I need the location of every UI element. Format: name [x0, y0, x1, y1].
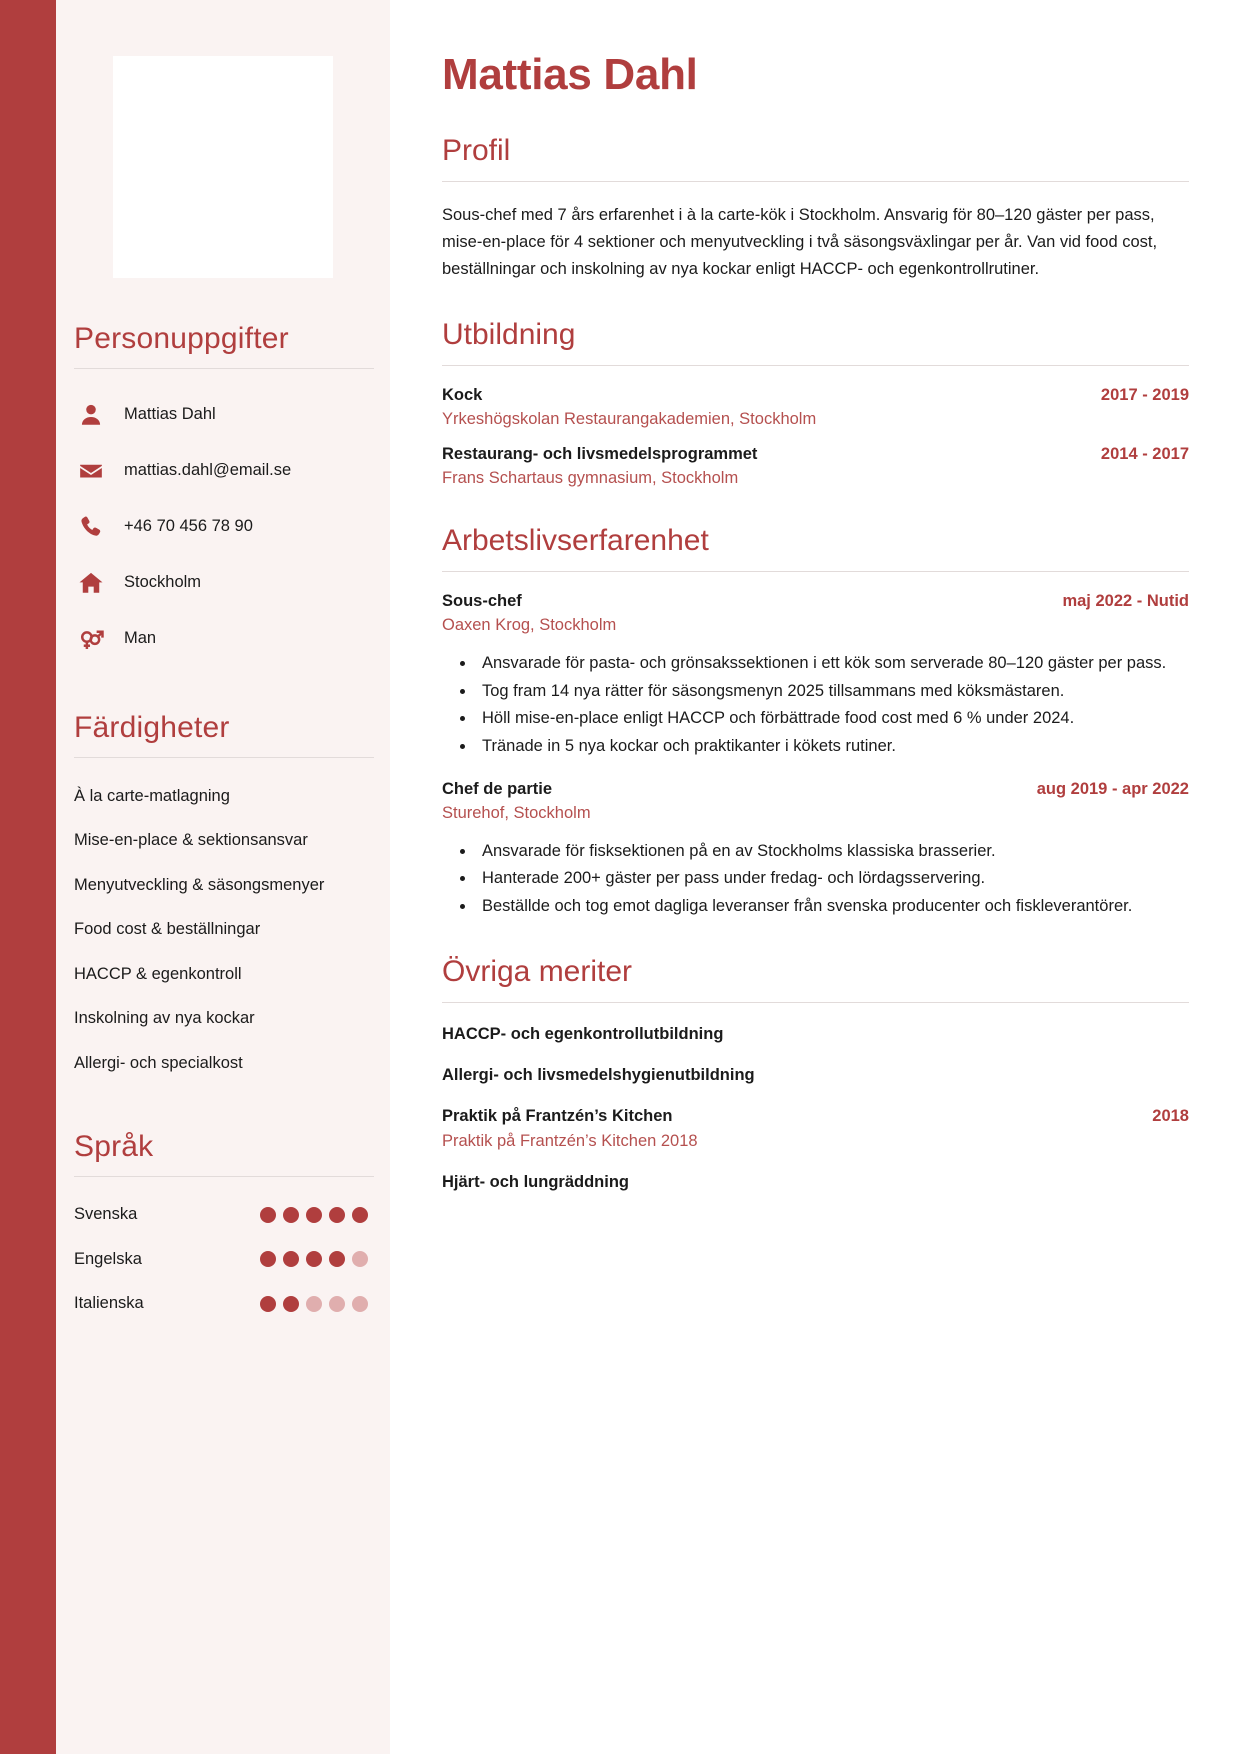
entry-header — [442, 592, 1189, 611]
gender-icon — [78, 626, 118, 652]
entry-title: Chef de partie — [442, 779, 553, 798]
left-accent-bar — [0, 0, 56, 1754]
other-merits-heading: Övriga meriter — [442, 955, 633, 989]
entry-subtitle: Frans Schartaus gymnasium, Stockholm — [442, 469, 739, 488]
merit-entry — [442, 1107, 1189, 1126]
rating-dot-filled — [329, 1251, 345, 1267]
skill-item: Mise-en-place & sektionsansvar — [74, 831, 308, 850]
contact-value: mattias.dahl@email.se — [124, 461, 292, 480]
experience-bullets — [442, 839, 1189, 920]
contact-list — [72, 387, 374, 667]
photo-container — [72, 0, 374, 278]
skill-item: HACCP & egenkontroll — [74, 964, 242, 983]
bullet-item: • Ansvarade för fisksektionen på en av Stockholms klassiska brasserier. — [476, 839, 1189, 865]
rating-dot-filled — [260, 1251, 276, 1267]
person-icon — [78, 402, 118, 428]
merit-date: 2018 — [1152, 1107, 1189, 1126]
language-row — [72, 1193, 374, 1238]
bullet-item: • Beställde och tog emot dagliga leveranser från svenska producenter och fiskleverantörer. — [476, 894, 1189, 920]
contact-row-location — [72, 555, 374, 611]
contact-row-email — [72, 443, 374, 499]
divider — [74, 368, 374, 369]
divider — [442, 571, 1189, 572]
entry-subtitle: Yrkeshögskolan Restaurangakademien, Stockholm — [442, 410, 817, 429]
language-name: Engelska — [74, 1249, 142, 1268]
merit-entry — [442, 1173, 1189, 1192]
bullet-item: • Tränade in 5 nya kockar och praktikanter i kökets rutiner. — [476, 734, 1189, 760]
education-entry — [442, 386, 1189, 429]
entry-date: 2017 - 2019 — [1100, 386, 1189, 405]
rating-dot-filled — [283, 1207, 299, 1223]
language-name: Italienska — [74, 1294, 144, 1313]
merit-entry — [442, 1066, 1189, 1085]
home-icon — [78, 570, 118, 596]
rating-dot-filled — [306, 1207, 322, 1223]
rating-dot-filled — [329, 1207, 345, 1223]
phone-icon — [78, 514, 118, 540]
entry-date: maj 2022 - Nutid — [1062, 592, 1189, 611]
divider — [442, 181, 1189, 182]
skill-item: Allergi- och specialkost — [74, 1053, 243, 1072]
entry-title: Kock — [442, 386, 483, 405]
contact-value: Mattias Dahl — [124, 405, 216, 424]
rating-dot-filled — [283, 1251, 299, 1267]
language-rating — [260, 1207, 374, 1223]
experience-bullets — [442, 651, 1189, 759]
skill-item: À la carte-matlagning — [74, 786, 230, 805]
envelope-icon — [78, 458, 118, 484]
entry-date: 2014 - 2017 — [1100, 445, 1189, 464]
experience-entry — [442, 780, 1189, 920]
language-rating — [260, 1251, 374, 1267]
page-title: Mattias Dahl — [442, 50, 698, 99]
skill-item: Inskolning av nya kockar — [74, 1009, 255, 1028]
skill-item: Food cost & beställningar — [74, 920, 261, 939]
merit-entry — [442, 1025, 1189, 1044]
bullet-item: • Höll mise-en-place enligt HACCP och förbättrade food cost med 6 % under 2024. — [476, 706, 1189, 732]
merit-title: Hjärt- och lungräddning — [442, 1173, 629, 1192]
entry-date: aug 2019 - apr 2022 — [1036, 779, 1189, 798]
language-row — [72, 1237, 374, 1282]
divider — [442, 1002, 1189, 1003]
profile-photo — [113, 56, 333, 278]
contact-value: Man — [124, 629, 157, 648]
rating-dot-empty — [352, 1296, 368, 1312]
rating-dot-filled — [352, 1207, 368, 1223]
languages-list — [72, 1193, 374, 1327]
experience-heading: Arbetslivserfarenhet — [442, 524, 709, 558]
rating-dot-empty — [352, 1251, 368, 1267]
merit-title: Praktik på Frantzén’s Kitchen — [442, 1107, 673, 1126]
contact-value: Stockholm — [124, 573, 202, 592]
experience-entry — [442, 592, 1189, 759]
merit-title: HACCP- och egenkontrollutbildning — [442, 1025, 724, 1044]
bullet-item: • Tog fram 14 nya rätter för säsongsmenyn 2025 tillsammans med köksmästaren. — [476, 679, 1189, 705]
skills-heading: Färdigheter — [74, 711, 230, 744]
divider — [74, 757, 374, 758]
entry-header — [442, 386, 1189, 405]
language-name: Svenska — [74, 1205, 138, 1224]
skills-list — [72, 774, 374, 1086]
divider — [74, 1176, 374, 1177]
education-entry — [442, 445, 1189, 488]
profile-text: Sous-chef med 7 års erfarenhet i à la carte-kök i Stockholm. Ansvarig för 80–120 gäster per pass, mise-en-place för 4 sektioner och menyutveckling i två säsongsväxlingar per år. Van vid food cost, beställningar och inskolning av nya kockar enligt HACCP- och egenkontrollrutiner. — [442, 206, 1158, 278]
rating-dot-filled — [260, 1207, 276, 1223]
contact-row-gender — [72, 611, 374, 667]
language-rating — [260, 1296, 374, 1312]
main-content — [390, 0, 1241, 1754]
entry-header — [442, 780, 1189, 799]
languages-heading: Språk — [74, 1129, 154, 1163]
contact-row-name — [72, 387, 374, 443]
language-row — [72, 1282, 374, 1327]
education-heading: Utbildning — [442, 318, 576, 352]
rating-dot-empty — [306, 1296, 322, 1312]
rating-dot-empty — [329, 1296, 345, 1312]
entry-title: Sous-chef — [442, 592, 522, 611]
entry-subtitle: Oaxen Krog, Stockholm — [442, 616, 617, 635]
rating-dot-filled — [306, 1251, 322, 1267]
entry-header — [442, 445, 1189, 464]
merit-subtitle: Praktik på Frantzén’s Kitchen 2018 — [442, 1132, 698, 1151]
profile-heading: Profil — [442, 134, 511, 168]
entry-title: Restaurang- och livsmedelsprogrammet — [442, 445, 758, 464]
bullet-item: • Hanterade 200+ gäster per pass under fredag- och lördagsservering. — [476, 866, 1189, 892]
rating-dot-filled — [283, 1296, 299, 1312]
sidebar — [56, 0, 390, 1754]
rating-dot-filled — [260, 1296, 276, 1312]
entry-subtitle: Sturehof, Stockholm — [442, 803, 591, 822]
personal-details-heading: Personuppgifter — [74, 322, 289, 355]
divider — [442, 365, 1189, 366]
merit-title: Allergi- och livsmedelshygienutbildning — [442, 1066, 755, 1085]
contact-row-phone — [72, 499, 374, 555]
bullet-item: • Ansvarade för pasta- och grönsakssektionen i ett kök som serverade 80–120 gäster per pass. — [476, 651, 1189, 677]
contact-value: +46 70 456 78 90 — [124, 517, 253, 536]
skill-item: Menyutveckling & säsongsmenyer — [74, 875, 325, 894]
